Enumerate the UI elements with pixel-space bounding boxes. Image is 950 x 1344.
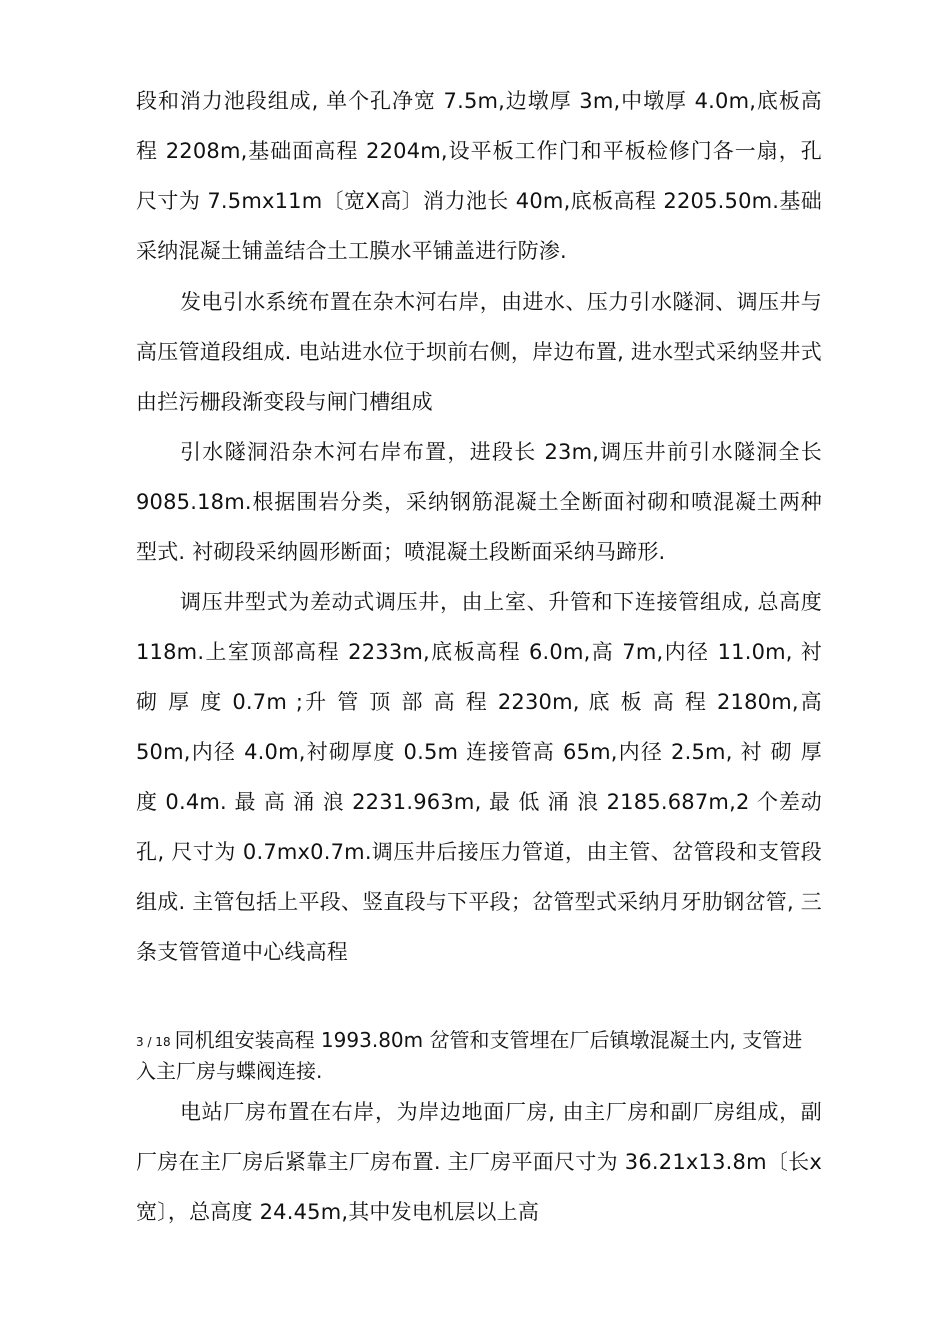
paragraph-powerhouse: 电站厂房布置在右岸，为岸边地面厂房, 由主厂房和副厂房组成，副厂房在主厂房后紧靠主厂房布置. 主厂房平面尺寸为 36.21x13.8m〔长x宽〕，总高度 24.45m,其中发电机层以上高 <box>136 1100 822 1224</box>
page-number: 3 / 18 <box>136 1035 171 1049</box>
paragraph-water-diversion-system: 发电引水系统布置在杂木河右岸，由进水、压力引水隧洞、调压井与高压管道段组成. 电站进水位于坝前右侧，岸边布置, 进水型式采纳竖井式由拦污栅段渐变段与闸门槽组成 <box>136 290 822 414</box>
footer-continuation-text: 同机组安装高程 1993.80m 岔管和支管埋在厂后镇墩混凝土内, 支管进入主厂房与蝶阀连接. <box>136 1028 803 1083</box>
paragraph-spillway: 段和消力池段组成, 单个孔净宽 7.5m,边墩厚 3m,中墩厚 4.0m,底板高程 2208m,基础面高程 2204m,设平板工作门和平板检修门各一扇，孔尺寸为 7.5mx11m〔宽X高〕消力池长 40m,底板高程 2205.50m.基础采纳混凝土铺盖结合土工膜水平铺盖进行防渗. <box>136 89 822 263</box>
paragraph-diversion-tunnel: 引水隧洞沿杂木河右岸布置，进段长 23m,调压井前引水隧洞全长 9085.18m.根据围岩分类，采纳钢筋混凝土全断面衬砌和喷混凝土两种型式. 衬砌段采纳圆形断面；喷混凝土段断面采纳马蹄形. <box>136 440 822 564</box>
paragraph-surge-tank: 调压井型式为差动式调压井，由上室、升管和下连接管组成, 总高度 118m.上室顶部高程 2233m,底板高程 6.0m,高 7m,内径 11.0m, 衬 砌 厚 度 0.7m ;升 管 顶 部 高 程 2230m, 底 板 高 程 2180m,高 50m,内径 4.0m,衬砌厚度 0.5m 连接管高 65m,内径 2.5m, 衬 砌 厚 度 0.4m. 最 高 涌 浪 2231.963m, 最 低 涌 浪 2185.687m,2 个差动孔, 尺寸为 0.7mx0.7m.调压井后接压力管道，由主管、岔管段和支管段组成. 主管包括上平段、竖直段与下平段；岔管型式采纳月牙肋钢岔管, 三条支管管道中心线高程 <box>136 590 822 964</box>
page-footer-line <box>136 1026 822 1086</box>
